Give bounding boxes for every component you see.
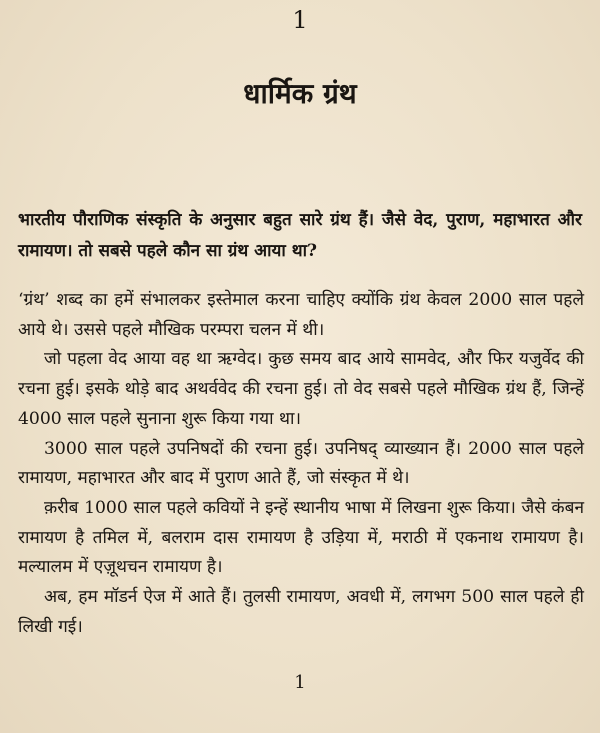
paragraph-4: क़रीब 1000 साल पहले कवियों ने इन्हें स्थानीय भाषा में लिखना शुरू किया। जैसे कंबन रामायण है तमिल में, बलराम दास रामायण है उड़िया में, मराठी में एकनाथ रामायण है। मल्यालम में एज़ूथचन रामायण है। <box>18 497 584 578</box>
chapter-number: 1 <box>292 6 308 34</box>
paragraph-3: 3000 साल पहले उपनिषदों की रचना हुई। उपनिषद् व्याख्यान हैं। 2000 साल पहले रामायण, महाभारत और बाद में पुराण आते हैं, जो संस्कृत में थे। <box>18 438 584 489</box>
chapter-title: धार्मिक ग्रंथ <box>243 77 357 110</box>
page-number: 1 <box>294 672 306 693</box>
paragraph-5: अब, हम मॉडर्न ऐज में आते हैं। तुलसी रामायण, अवधी में, लगभग 500 साल पहले ही लिखी गई। <box>18 587 584 637</box>
question-text: भारतीय पौराणिक संस्कृति के अनुसार बहुत सारे ग्रंथ हैं। जैसे वेद, पुराण, महाभारत और रामायण। तो सबसे पहले कौन सा ग्रंथ आया था? <box>18 210 582 261</box>
paragraph-1: ‘ग्रंथ’ शब्द का हमें संभालकर इस्तेमाल करना चाहिए क्योंकि ग्रंथ केवल 2000 साल पहले आये थे। उससे पहले मौखिक परम्परा चलन में थी। <box>18 290 584 340</box>
paragraph-2: जो पहला वेद आया वह था ऋग्वेद। कुछ समय बाद आये सामवेद, और फिर यजुर्वेद की रचना हुई। इसके थोड़े बाद अथर्ववेद की रचना हुई। तो वेद सबसे पहले मौखिक ग्रंथ हैं, जिन्हें 4000 साल पहले सुनाना शुरू किया गया था। <box>18 349 584 429</box>
body-text <box>18 286 584 642</box>
